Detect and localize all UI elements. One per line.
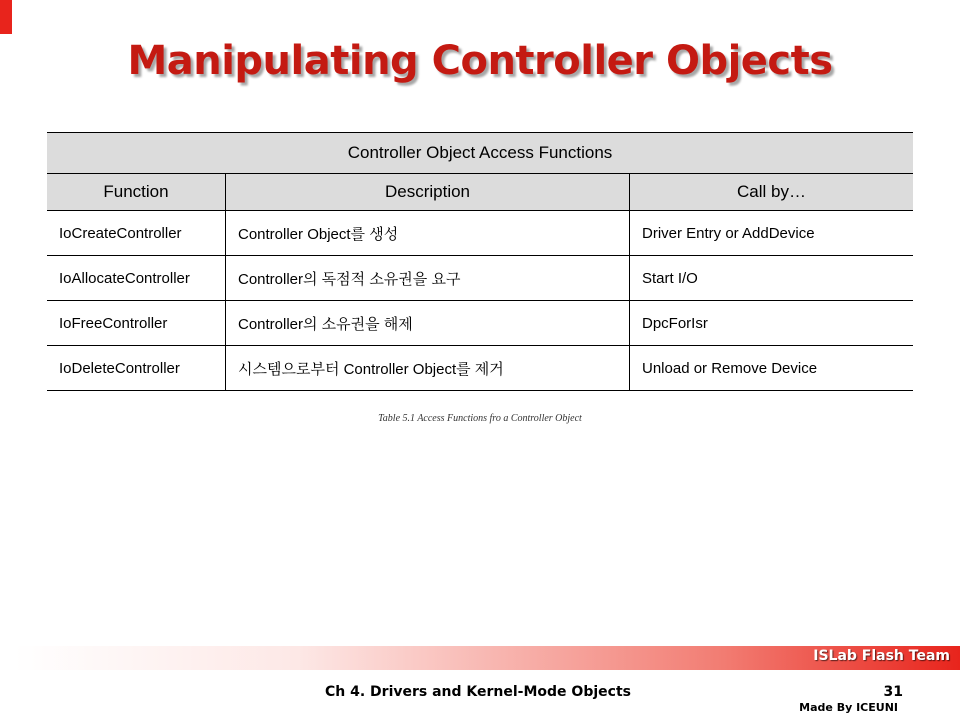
- page-title: Manipulating Controller Objects: [127, 38, 833, 84]
- cell-function: IoFreeController: [47, 301, 226, 346]
- cell-description: Controller Object를 생성: [226, 211, 630, 256]
- column-header-description: Description: [226, 174, 630, 211]
- cell-function: IoDeleteController: [47, 346, 226, 391]
- cell-function: IoAllocateController: [47, 256, 226, 301]
- cell-call-by: Driver Entry or AddDevice: [630, 211, 914, 256]
- table-footnote: Table 5.1 Access Functions fro a Controller Object: [378, 413, 582, 424]
- table-caption: Controller Object Access Functions: [47, 133, 913, 174]
- table-row: [47, 256, 913, 301]
- column-header-function: Function: [47, 174, 226, 211]
- table-header-row: [47, 174, 913, 211]
- team-label: ISLab Flash Team: [813, 648, 950, 664]
- page-number: 31: [883, 684, 903, 700]
- cell-description: 시스템으로부터 Controller Object를 제거: [226, 346, 630, 391]
- table-row: [47, 211, 913, 256]
- corner-accent-bar: [0, 0, 12, 34]
- column-header-call-by: Call by…: [630, 174, 914, 211]
- chapter-label: Ch 4. Drivers and Kernel-Mode Objects: [325, 684, 631, 700]
- cell-call-by: Start I/O: [630, 256, 914, 301]
- cell-call-by: DpcForIsr: [630, 301, 914, 346]
- cell-description: Controller의 독점적 소유권을 요구: [226, 256, 630, 301]
- table-caption-row: [47, 133, 913, 174]
- cell-description: Controller의 소유권을 해제: [226, 301, 630, 346]
- cell-call-by: Unload or Remove Device: [630, 346, 914, 391]
- access-functions-table: [47, 132, 913, 391]
- table-row: [47, 346, 913, 391]
- made-by-label: Made By ICEUNI: [799, 701, 898, 714]
- table-row: [47, 301, 913, 346]
- cell-function: IoCreateController: [47, 211, 226, 256]
